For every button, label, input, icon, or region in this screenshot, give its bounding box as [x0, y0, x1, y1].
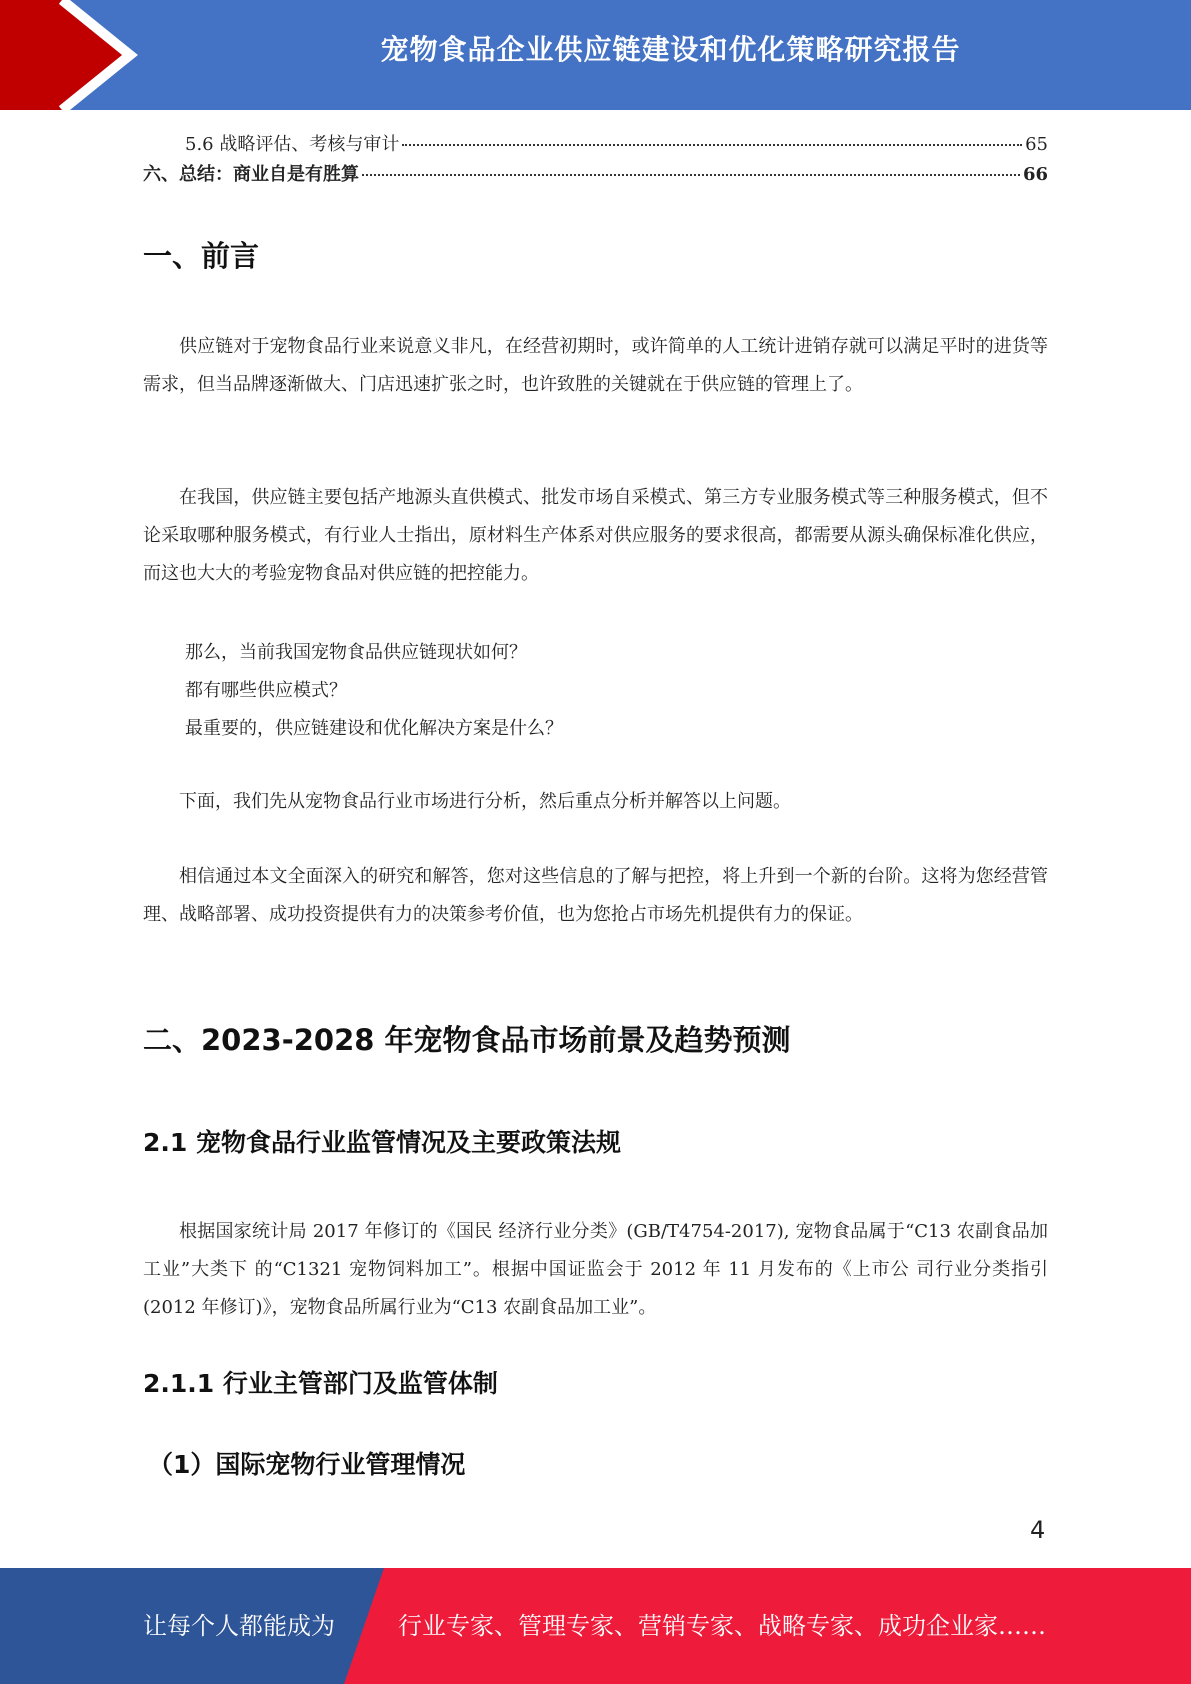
- section-heading-market-forecast: 二、2023-2028 年宠物食品市场前景及趋势预测: [143, 1023, 791, 1057]
- footer-slogan-right: 行业专家、管理专家、营销专家、战略专家、成功企业家……: [398, 1612, 1046, 1640]
- toc-leader-dots: [362, 174, 1020, 176]
- body-paragraph: 相信通过本文全面深入的研究和解答，您对这些信息的了解与把控，将上升到一个新的台阶。这将为您经营管理、战略部署、成功投资提供有力的决策参考价值，也为您抢占市场先机提供有力的保证。: [143, 866, 1048, 925]
- question-line: 都有哪些供应模式？: [185, 680, 347, 701]
- question-line: 最重要的，供应链建设和优化解决方案是什么？: [185, 718, 563, 739]
- toc-entry[interactable]: [143, 160, 1048, 186]
- subsection-heading: 2.1 宠物食品行业监管情况及主要政策法规: [143, 1128, 621, 1157]
- toc-leader-dots: [402, 144, 1022, 146]
- page-number: 4: [1030, 1516, 1046, 1544]
- toc-entry-page: 66: [1022, 164, 1048, 185]
- header-ribbon-arrow: [0, 0, 160, 110]
- report-title: 宠物食品企业供应链建设和优化策略研究报告: [380, 33, 961, 66]
- page-header: [0, 0, 1191, 110]
- item-heading: （1）国际宠物行业管理情况: [148, 1450, 466, 1479]
- toc-entry-label: 5.6 战略评估、考核与审计: [185, 134, 400, 155]
- body-paragraph: 下面，我们先从宠物食品行业市场进行分析，然后重点分析并解答以上问题。: [179, 791, 791, 812]
- footer-slogan-left: 让每个人都能成为: [143, 1612, 335, 1640]
- section-heading-preface: 一、前言: [143, 239, 260, 273]
- body-paragraph: 在我国，供应链主要包括产地源头直供模式、批发市场自采模式、第三方专业服务模式等三种服务模式，但不论采取哪种服务模式，有行业人士指出，原材料生产体系对供应服务的要求很高，都需要从源头确保标准化供应，而这也大大的考验宠物食品对供应链的把控能力。: [143, 487, 1048, 584]
- toc-entry-page: 65: [1025, 134, 1048, 155]
- question-line: 那么，当前我国宠物食品供应链现状如何？: [185, 642, 527, 663]
- subsubsection-heading: 2.1.1 行业主管部门及监管体制: [143, 1369, 498, 1398]
- toc-entry[interactable]: [143, 130, 1048, 156]
- page-footer: [0, 1568, 1191, 1684]
- body-paragraph: 根据国家统计局 2017 年修订的《国民 经济行业分类》(GB/T4754-2017), 宠物食品属于“C13 农副食品加工业”大类下 的“C1321 宠物饲料加工”。根据中国证监会于 2012 年 11 月发布的《上市公 司行业分类指引(2012 年修订)》，宠物食品所属行业为“C13 农副食品加工业”。: [143, 1221, 1048, 1318]
- body-paragraph: 供应链对于宠物食品行业来说意义非凡，在经营初期时，或许简单的人工统计进销存就可以满足平时的进货等需求，但当品牌逐渐做大、门店迅速扩张之时，也许致胜的关键就在于供应链的管理上了。: [143, 336, 1048, 395]
- toc-entry-label: 六、总结：商业自是有胜算: [143, 164, 359, 185]
